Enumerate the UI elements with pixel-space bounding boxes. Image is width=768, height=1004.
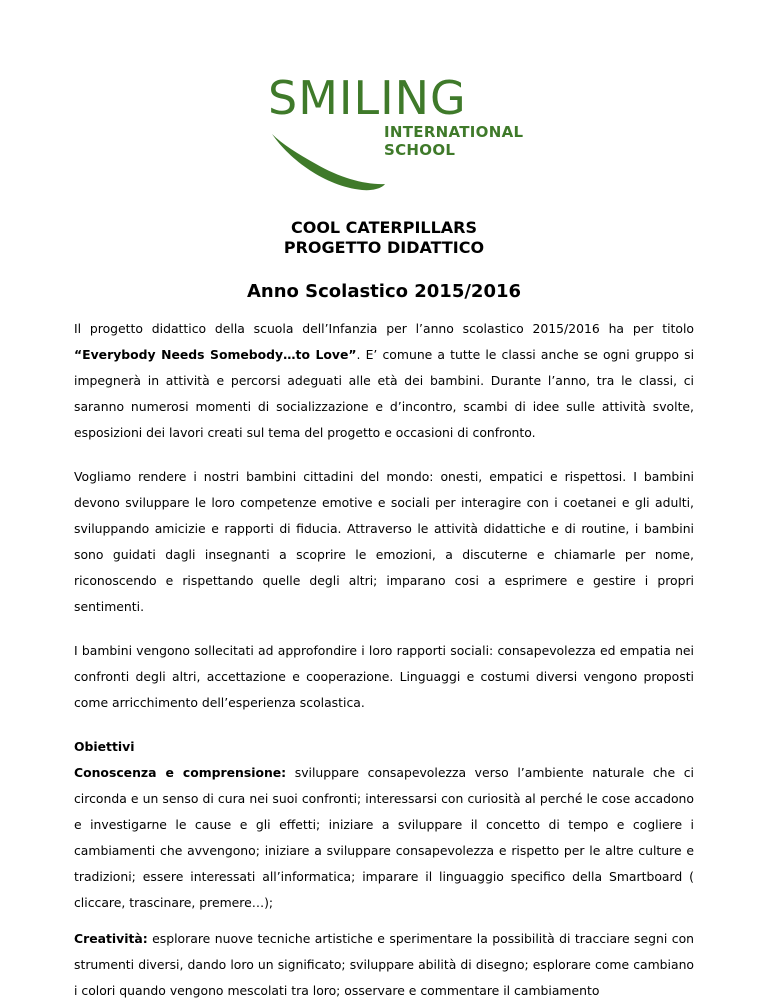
document-title-line1: COOL CATERPILLARS [290, 218, 478, 237]
objectives-heading: Obiettivi [74, 739, 135, 754]
intro-paragraph [74, 316, 694, 446]
objective-knowledge-text: sviluppare consapevolezza verso l’ambiente naturale che ci circonda e un senso di cura nei suoi confronti; interessarsi con curiosità al perché le cose accadono e investigarne le cause e gli effetti; iniziare a sviluppare il concetto di tempo e cogliere i cambiamenti che avvengono; iniziare a sviluppare consapevolezza e rispetto per le altre culture e tradizioni; essere interessati all’informatica; imparare il linguaggio specifico della Smartboard ( cliccare, trascinare, premere…); [74, 765, 694, 910]
school-year-heading: Anno Scolastico 2015/2016 [246, 281, 522, 302]
objective-knowledge [74, 760, 694, 916]
intro-text-end: . E’ comune a tutte le classi anche se ogni gruppo si impegnerà in attività e percorsi adeguati alle età dei bambini. Durante l’anno, tra le classi, ci saranno numerosi momenti di socializzazione e d’incontro, scambi di idee sulle attività svolte, esposizioni dei lavori creati sul tema del progetto e occasioni di confronto. [74, 347, 695, 440]
leaf-swoosh-icon [270, 130, 386, 196]
citizens-paragraph: Vogliamo rendere i nostri bambini cittadini del mondo: onesti, empatici e rispettosi. I bambini devono sviluppare le loro competenze emotive e sociali per interagire con i coetanei e gli adulti, sviluppando amicizie e rapporti di fiducia. Attraverso le attività didattiche e di routine, i bambini sono guidati dagli insegnanti a scoprire le emozioni, a discuterne e chiamarle per nome, riconoscendo e rispettando quelle degli altri; imparano cosi a esprimere e gestire i propri sentimenti. [74, 469, 694, 614]
objective-knowledge-label: Conoscenza e comprensione: [74, 765, 287, 780]
logo-line-international: INTERNATIONAL [384, 123, 524, 141]
objective-creativity-label: Creatività: [74, 931, 148, 946]
intro-text-start: Il progetto didattico della scuola dell’Infanzia per l’anno scolastico 2015/2016 ha per titolo [74, 321, 694, 336]
document-title-line2: PROGETTO DIDATTICO [283, 238, 485, 257]
objective-creativity [74, 926, 694, 1004]
logo-line-school: SCHOOL [384, 141, 456, 159]
project-title-bold: “Everybody Needs Somebody…to Love” [74, 347, 357, 362]
document-body [74, 316, 694, 1004]
social-paragraph: I bambini vengono sollecitati ad approfondire i loro rapporti sociali: consapevolezza ed empatia nei confronti degli altri, accettazione e cooperazione. Linguaggi e costumi diversi vengono proposti come arricchimento dell’esperienza scolastica. [74, 643, 694, 710]
school-logo [268, 71, 524, 196]
logo-wordmark: SMILING [268, 71, 467, 125]
objective-creativity-text: esplorare nuove tecniche artistiche e sperimentare la possibilità di tracciare segni con strumenti diversi, dando loro un significato; sviluppare abilità di disegno; esplorare come cambiano i colori quando vengono mescolati tra loro; osservare e commentare il cambiamento [74, 931, 694, 998]
